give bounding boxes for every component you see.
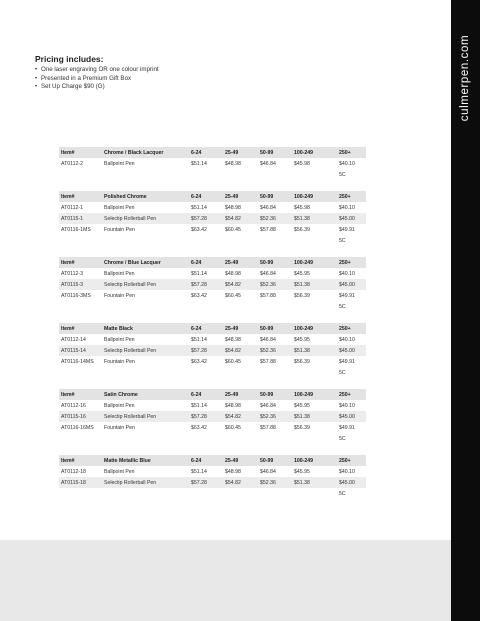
table-cell: $54.82 — [223, 477, 258, 488]
table-cell: $63.42 — [191, 424, 207, 431]
table-note-spacer — [102, 488, 189, 500]
column-header: 50-99 — [258, 323, 292, 334]
table-cell: Selectip Rollerball Pen — [102, 279, 189, 290]
table-cell: $40.10 — [339, 270, 355, 277]
table-cell: AT0112-2 — [61, 160, 84, 167]
table-cell: AT0112-1 — [61, 204, 84, 211]
table-cell: $52.36 — [258, 411, 292, 422]
table-cell: $51.14 — [191, 336, 207, 343]
price-table — [59, 455, 366, 500]
table-cell: $49.91 — [339, 424, 355, 431]
table-cell: $45.95 — [294, 336, 310, 343]
column-header: 6-24 — [189, 323, 223, 334]
table-cell: $46.84 — [260, 160, 276, 167]
price-table — [59, 147, 366, 181]
table-row — [59, 356, 366, 367]
table-note-row — [59, 433, 366, 445]
table-cell: $51.14 — [191, 270, 207, 277]
table-cell: $56.39 — [294, 292, 310, 299]
pricing-title: Pricing includes: — [35, 54, 104, 64]
table-note-spacer — [292, 367, 337, 379]
column-header: Matte Metallic Blue — [102, 455, 189, 466]
table-note-spacer — [258, 169, 292, 181]
column-header: 25-49 — [223, 191, 258, 202]
table-note-spacer — [189, 235, 223, 247]
table-row — [59, 158, 366, 169]
column-header: 100-249 — [292, 147, 337, 158]
table-cell: $49.91 — [339, 358, 355, 365]
column-header: 50-99 — [258, 455, 292, 466]
table-note: 5C — [339, 172, 346, 178]
table-cell: $45.00 — [337, 279, 366, 290]
column-header: 6-24 — [189, 389, 223, 400]
column-header: Chrome / Black Lacquer — [102, 147, 189, 158]
table-cell: Fountain Pen — [104, 358, 135, 365]
table-note-row — [59, 367, 366, 379]
table-cell: AT0115-3 — [59, 279, 102, 290]
column-header: Item# — [59, 257, 102, 268]
table-cell: AT0112-16 — [61, 402, 86, 409]
table-cell: AT0112-3 — [61, 270, 84, 277]
table-row — [59, 477, 366, 488]
table-note-spacer — [102, 235, 189, 247]
table-cell: $45.95 — [294, 270, 310, 277]
pricing-includes — [35, 54, 159, 92]
column-header: 100-249 — [292, 389, 337, 400]
table-note-spacer — [258, 488, 292, 500]
table-note-spacer — [258, 367, 292, 379]
table-cell: $57.88 — [260, 358, 276, 365]
table-note-spacer — [102, 301, 189, 313]
column-header: 250+ — [337, 323, 366, 334]
table-cell: $56.39 — [294, 424, 310, 431]
table-cell: Selectip Rollerball Pen — [102, 213, 189, 224]
column-header: 50-99 — [258, 257, 292, 268]
table-cell: $51.14 — [191, 402, 207, 409]
price-tables — [59, 147, 366, 510]
table-cell: $57.28 — [189, 411, 223, 422]
table-note-row — [59, 488, 366, 500]
table-note-spacer — [292, 169, 337, 181]
table-cell: AT0112-18 — [61, 468, 86, 475]
table-note-spacer — [292, 301, 337, 313]
column-header: 6-24 — [189, 455, 223, 466]
column-header: 50-99 — [258, 389, 292, 400]
table-cell: $57.28 — [189, 213, 223, 224]
column-header: Item# — [59, 191, 102, 202]
table-cell: $51.38 — [292, 345, 337, 356]
table-cell: $51.38 — [292, 477, 337, 488]
table-row — [59, 279, 366, 290]
column-header: 250+ — [337, 455, 366, 466]
table-cell: $49.91 — [339, 226, 355, 233]
table-note-spacer — [223, 488, 258, 500]
table-note: 5C — [339, 304, 346, 310]
table-cell: $54.82 — [223, 411, 258, 422]
column-header: 25-49 — [223, 257, 258, 268]
table-row — [59, 400, 366, 411]
table-cell: $46.84 — [260, 270, 276, 277]
table-cell: $48.98 — [225, 468, 241, 475]
table-note-spacer — [223, 367, 258, 379]
table-row — [59, 466, 366, 477]
table-cell: $57.28 — [189, 477, 223, 488]
table-cell: $51.14 — [191, 160, 207, 167]
table-note-spacer — [223, 235, 258, 247]
table-cell: $45.98 — [294, 204, 310, 211]
column-header: 25-49 — [223, 455, 258, 466]
table-note: 5C — [339, 370, 346, 376]
column-header: 25-49 — [223, 389, 258, 400]
column-header: 6-24 — [189, 147, 223, 158]
table-cell: $52.36 — [258, 345, 292, 356]
column-header: 25-49 — [223, 147, 258, 158]
column-header: Matte Black — [102, 323, 189, 334]
column-header: Item# — [59, 323, 102, 334]
table-note-spacer — [59, 367, 102, 379]
table-note-spacer — [189, 488, 223, 500]
table-cell: $57.88 — [260, 292, 276, 299]
table-cell: $48.98 — [225, 270, 241, 277]
table-cell: $48.98 — [225, 160, 241, 167]
column-header: Polished Chrome — [102, 191, 189, 202]
table-row — [59, 334, 366, 345]
table-note-row — [59, 235, 366, 247]
table-note: 5C — [339, 238, 346, 244]
column-header: Item# — [59, 147, 102, 158]
column-header: 250+ — [337, 389, 366, 400]
table-row — [59, 213, 366, 224]
table-cell: Selectip Rollerball Pen — [102, 477, 189, 488]
table-cell: AT0116-3MS — [61, 292, 91, 299]
table-cell: AT0115-18 — [59, 477, 102, 488]
table-cell: $51.38 — [292, 213, 337, 224]
price-table — [59, 323, 366, 379]
table-header-row — [59, 455, 366, 466]
table-cell: $54.82 — [223, 213, 258, 224]
column-header: 50-99 — [258, 147, 292, 158]
table-cell: $52.36 — [258, 477, 292, 488]
table-cell: $57.88 — [260, 226, 276, 233]
column-header: 50-99 — [258, 191, 292, 202]
table-cell: $45.00 — [337, 411, 366, 422]
table-header-row — [59, 257, 366, 268]
table-note-spacer — [189, 433, 223, 445]
table-row — [59, 345, 366, 356]
table-cell: $48.98 — [225, 402, 241, 409]
pricing-list — [35, 66, 159, 92]
table-cell: $45.00 — [337, 477, 366, 488]
pricing-bullet: • One laser engraving OR one colour imprint — [35, 66, 159, 75]
table-cell: AT0116-16MS — [61, 424, 94, 431]
table-note-spacer — [189, 367, 223, 379]
table-cell: $63.42 — [191, 292, 207, 299]
table-cell: $46.84 — [260, 204, 276, 211]
table-cell: $45.00 — [337, 213, 366, 224]
table-cell: $45.98 — [294, 160, 310, 167]
pricing-bullet: • Set Up Charge $90 (G) — [35, 83, 159, 92]
column-header: 100-249 — [292, 257, 337, 268]
table-cell: $40.10 — [339, 160, 355, 167]
column-header: Item# — [59, 455, 102, 466]
table-cell: $57.28 — [189, 345, 223, 356]
table-row — [59, 224, 366, 235]
table-cell: $60.45 — [225, 226, 241, 233]
table-cell: $40.10 — [339, 402, 355, 409]
table-cell: $57.28 — [189, 279, 223, 290]
table-note-spacer — [59, 301, 102, 313]
table-cell: Ballpoint Pen — [104, 270, 135, 277]
table-cell: $51.14 — [191, 204, 207, 211]
table-note-spacer — [102, 169, 189, 181]
table-note-spacer — [223, 433, 258, 445]
table-note-spacer — [59, 433, 102, 445]
table-cell: $40.10 — [339, 336, 355, 343]
table-cell: Selectip Rollerball Pen — [102, 345, 189, 356]
table-cell: $45.95 — [294, 468, 310, 475]
table-cell: $40.10 — [339, 468, 355, 475]
column-header: 100-249 — [292, 455, 337, 466]
table-cell: $52.36 — [258, 279, 292, 290]
table-cell: Fountain Pen — [104, 424, 135, 431]
table-note-spacer — [292, 235, 337, 247]
column-header: 250+ — [337, 257, 366, 268]
table-cell: AT0115-14 — [59, 345, 102, 356]
table-cell: $45.95 — [294, 402, 310, 409]
table-note-spacer — [292, 488, 337, 500]
table-row — [59, 268, 366, 279]
column-header: Item# — [59, 389, 102, 400]
table-cell: AT0116-1MS — [61, 226, 91, 233]
table-row — [59, 290, 366, 301]
table-header-row — [59, 147, 366, 158]
table-note: 5C — [339, 491, 346, 497]
table-cell: AT0115-1 — [59, 213, 102, 224]
price-table — [59, 389, 366, 445]
table-row — [59, 422, 366, 433]
table-cell: $60.45 — [225, 424, 241, 431]
table-cell: Ballpoint Pen — [104, 160, 135, 167]
table-note-spacer — [258, 301, 292, 313]
table-cell: $60.45 — [225, 292, 241, 299]
table-cell: AT0112-14 — [61, 336, 86, 343]
table-cell: Fountain Pen — [104, 292, 135, 299]
table-cell: Fountain Pen — [104, 226, 135, 233]
table-cell: $48.98 — [225, 336, 241, 343]
table-row — [59, 202, 366, 213]
table-cell: Ballpoint Pen — [104, 402, 135, 409]
table-cell: $51.14 — [191, 468, 207, 475]
table-cell: $57.88 — [260, 424, 276, 431]
column-header: 25-49 — [223, 323, 258, 334]
column-header: 6-24 — [189, 257, 223, 268]
column-header: 100-249 — [292, 191, 337, 202]
brand-url: culmerpen.com — [459, 34, 471, 122]
table-cell: $54.82 — [223, 345, 258, 356]
table-note-spacer — [102, 433, 189, 445]
column-header: 250+ — [337, 147, 366, 158]
table-cell: $46.84 — [260, 336, 276, 343]
table-row — [59, 411, 366, 422]
table-note-spacer — [59, 169, 102, 181]
table-cell: $56.39 — [294, 226, 310, 233]
table-cell: $60.45 — [225, 358, 241, 365]
table-note-row — [59, 301, 366, 313]
table-note-spacer — [59, 488, 102, 500]
column-header: Chrome / Blue Lacquer — [102, 257, 189, 268]
table-cell: $63.42 — [191, 358, 207, 365]
table-cell: Ballpoint Pen — [104, 204, 135, 211]
footer-band — [0, 540, 451, 621]
table-cell: $46.84 — [260, 468, 276, 475]
price-table — [59, 257, 366, 313]
table-cell: AT0116-14MS — [61, 358, 94, 365]
column-header: 100-249 — [292, 323, 337, 334]
column-header: 6-24 — [189, 191, 223, 202]
table-cell: AT0115-16 — [59, 411, 102, 422]
table-cell: $49.91 — [339, 292, 355, 299]
column-header: Satin Chrome — [102, 389, 189, 400]
table-cell: $45.00 — [337, 345, 366, 356]
table-note-row — [59, 169, 366, 181]
table-cell: $48.98 — [225, 204, 241, 211]
column-header: 250+ — [337, 191, 366, 202]
table-header-row — [59, 323, 366, 334]
table-header-row — [59, 191, 366, 202]
table-note-spacer — [102, 367, 189, 379]
table-cell: $51.38 — [292, 279, 337, 290]
table-cell: $56.39 — [294, 358, 310, 365]
table-note-spacer — [258, 235, 292, 247]
table-note-spacer — [189, 301, 223, 313]
price-table — [59, 191, 366, 247]
table-note-spacer — [292, 433, 337, 445]
table-cell: $40.10 — [339, 204, 355, 211]
table-note-spacer — [59, 235, 102, 247]
table-cell: $46.84 — [260, 402, 276, 409]
table-cell: $63.42 — [191, 226, 207, 233]
table-note-spacer — [223, 301, 258, 313]
table-header-row — [59, 389, 366, 400]
table-note-spacer — [189, 169, 223, 181]
table-note-spacer — [223, 169, 258, 181]
table-cell: Selectip Rollerball Pen — [102, 411, 189, 422]
table-cell: Ballpoint Pen — [104, 336, 135, 343]
table-note: 5C — [339, 436, 346, 442]
table-note-spacer — [258, 433, 292, 445]
table-cell: Ballpoint Pen — [104, 468, 135, 475]
pricing-bullet: • Presented in a Premium Gift Box — [35, 75, 159, 84]
table-cell: $52.36 — [258, 213, 292, 224]
table-cell: $54.82 — [223, 279, 258, 290]
table-cell: $51.38 — [292, 411, 337, 422]
